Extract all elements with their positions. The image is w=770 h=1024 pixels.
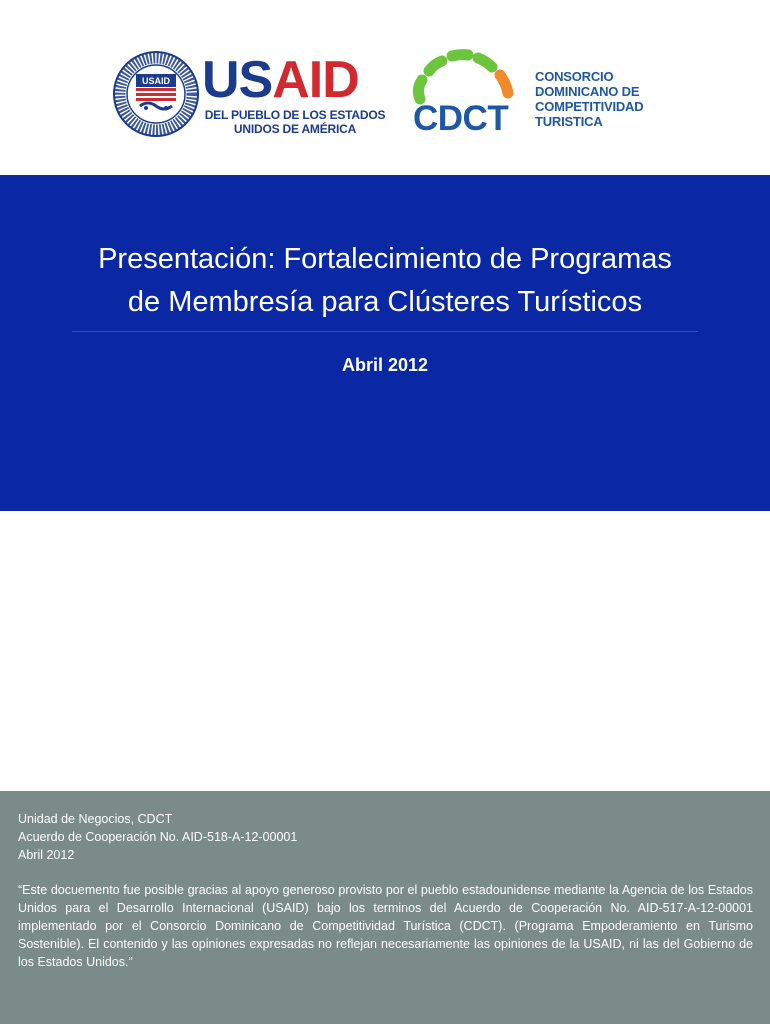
agreement-number: Acuerdo de Cooperación No. AID-518-A-12-00001 [18, 830, 298, 844]
business-unit: Unidad de Negocios, CDCT [18, 812, 173, 826]
title-divider [72, 331, 698, 332]
footer-info [18, 810, 297, 864]
document-title: Presentación: Fortalecimiento de Programas de Membresía para Clústeres Turísticos [98, 243, 672, 318]
logo-header [0, 0, 770, 175]
document-date: Abril 2012 [341, 355, 429, 375]
seal-label: USAID [141, 76, 171, 86]
footer-date: Abril 2012 [18, 848, 75, 862]
footer-band [0, 791, 770, 1024]
usaid-wordmark: USAID [202, 51, 359, 109]
cdct-name: CONSORCIO DOMINICANO DE COMPETITIVIDAD TURISTICA [535, 69, 644, 129]
disclaimer-text: “Este docuemento fue posible gracias al apoyo generoso provisto por el pueblo estadounidense mediante la Agencia de los Estados Unidos para el Desarrollo Internacional (USAID) bajo los terminos del Acuerdo de Cooperación No. AID-517-A-12-00001 implementado por el Consorcio Dominicano de Competitividad Turística (CDCT). (Programa Empoderamiento en Turismo Sostenible). El contenido y las opiniones expresadas no reflejan necesariamente las opiniones de la USAID, ni las del Gobierno de los Estados Unidos.” [18, 883, 753, 969]
usaid-tagline: DEL PUEBLO DE LOS ESTADOS UNIDOS DE AMÉRICA [204, 108, 386, 136]
cdct-arc-icon [412, 47, 522, 107]
usaid-seal-icon [112, 50, 200, 138]
title-band [0, 175, 770, 511]
cdct-logo [412, 47, 672, 142]
usaid-logo [112, 50, 386, 142]
cdct-wordmark: CDCT [413, 99, 509, 138]
